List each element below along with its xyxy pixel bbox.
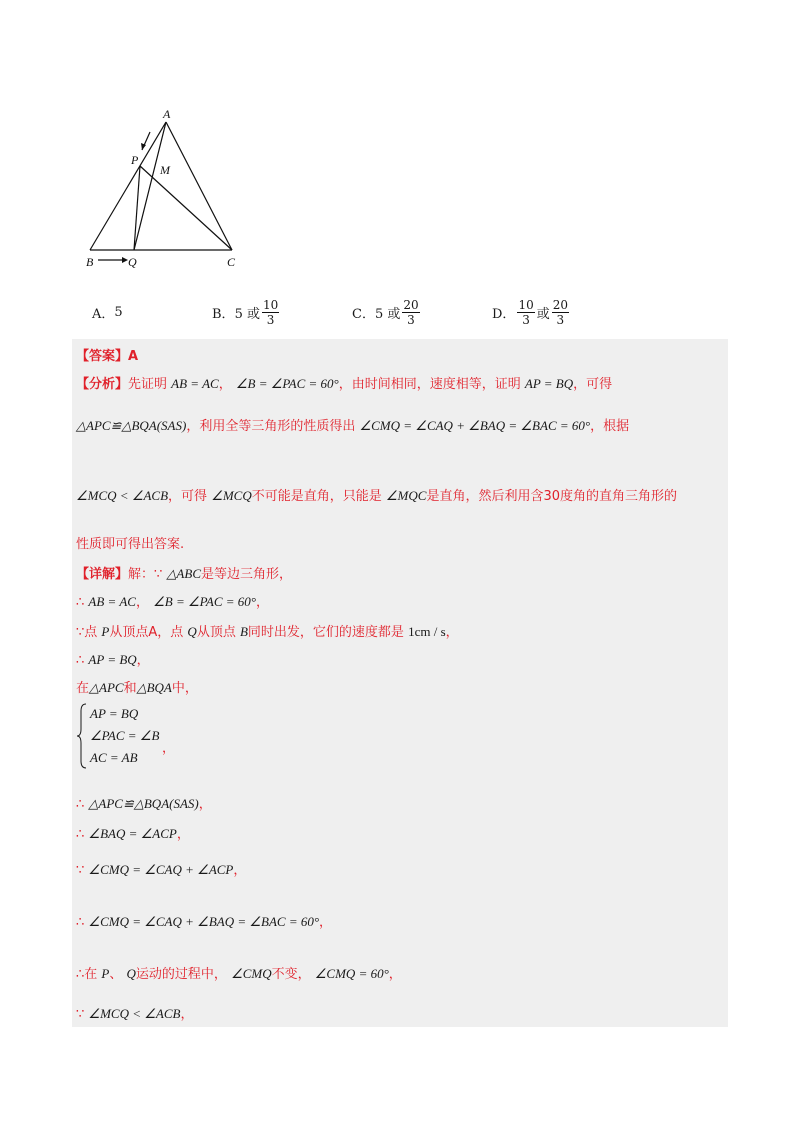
left-brace-icon — [76, 703, 88, 769]
detail-line-6 — [76, 793, 212, 812]
text: ， — [319, 915, 333, 930]
math: ∠BAQ = ∠ACP — [88, 826, 177, 841]
option-d-fraction-1 — [517, 298, 534, 327]
fraction-denominator: 3 — [266, 312, 275, 327]
text: ，根据 — [590, 419, 630, 434]
math: △APC — [89, 680, 124, 695]
option-c-text: 5 或 — [374, 306, 401, 322]
analysis-line-1 — [76, 373, 612, 392]
side-ab — [90, 122, 166, 250]
system-rows — [90, 703, 159, 769]
math: ∠CMQ — [231, 966, 272, 981]
math: Q — [187, 624, 197, 639]
text: ∵点 — [76, 625, 98, 640]
fraction-denominator: 3 — [407, 312, 415, 327]
system-row: ∠PAC = ∠B — [90, 728, 160, 743]
fraction-numerator: 20 — [403, 297, 419, 312]
answer-line — [76, 345, 138, 364]
text: ∴ — [76, 797, 85, 812]
option-a — [92, 294, 123, 330]
solution-panel — [72, 339, 728, 1027]
detail-line-11 — [76, 1003, 193, 1022]
detail-line-5 — [76, 677, 198, 696]
text: ∴ — [76, 915, 85, 930]
fraction-denominator: 3 — [522, 312, 530, 327]
text: 从顶点A，点 — [109, 625, 184, 640]
text: 是直角，然后利用含30度角的直角三角形的 — [426, 489, 677, 504]
equation-system — [76, 703, 276, 769]
detail-line-1 — [76, 563, 292, 582]
text: 在 — [76, 681, 90, 696]
text: ∴ — [76, 595, 85, 610]
text: 运动的过程中， — [135, 967, 227, 982]
math: ∠MCQ < ∠ACB — [88, 1006, 181, 1021]
option-a-text: 5 — [114, 304, 123, 320]
text: ， — [136, 653, 150, 668]
text: ∵ — [76, 1007, 85, 1022]
fraction-numerator: 10 — [262, 297, 279, 312]
option-c-letter: C． — [352, 306, 375, 322]
text: ， — [180, 1007, 194, 1022]
label-p: P — [131, 153, 139, 167]
detail-line-9 — [76, 911, 332, 930]
fraction-numerator: 10 — [518, 297, 534, 312]
text: ，可得 — [168, 489, 208, 504]
text: ∵ — [76, 863, 85, 878]
math: ∠CMQ = ∠CAQ + ∠BAQ = ∠BAC = 60° — [359, 418, 591, 433]
option-b-text: 5 或 — [234, 306, 260, 322]
label-q: Q — [128, 255, 137, 269]
text: 解：∵ — [128, 567, 163, 582]
analysis-line-2 — [76, 415, 629, 434]
math: △APC≌△BQA(SAS) — [76, 418, 187, 433]
text: ， — [388, 967, 402, 982]
text: ∴ — [76, 653, 85, 668]
system-row: AC = AB — [90, 750, 138, 765]
segment-pc — [140, 166, 232, 250]
label-b: B — [86, 255, 94, 269]
math: AB = AC — [171, 376, 219, 391]
answer-options — [0, 294, 800, 334]
label-a: A — [163, 107, 171, 121]
math: AB = AC — [88, 594, 136, 609]
label-m: M — [160, 163, 170, 177]
text: ∴在 — [76, 967, 98, 982]
math: △ABC — [166, 566, 201, 581]
math: AP = BQ — [524, 376, 574, 391]
option-c — [352, 294, 422, 330]
text: 不变， — [271, 967, 311, 982]
system-row: AP = BQ — [90, 706, 139, 721]
detail-line-10 — [76, 963, 402, 982]
text: 和 — [123, 681, 137, 696]
detail-line-8 — [76, 859, 246, 878]
triangle-diagram — [78, 106, 253, 276]
fraction-numerator: 20 — [552, 297, 569, 312]
text: ， — [255, 595, 269, 610]
text: 中， — [171, 681, 198, 696]
math: ∠CMQ = ∠CAQ + ∠ACP — [88, 862, 234, 877]
text: ， — [445, 625, 459, 640]
text: 是等边三角形， — [201, 567, 293, 582]
math: 1cm / s — [408, 624, 446, 639]
math: △APC≌△BQA(SAS) — [88, 796, 199, 811]
option-b-fraction — [262, 298, 279, 327]
text: 不可能是直角，只能是 — [251, 489, 382, 504]
detail-line-2 — [76, 591, 269, 610]
math: ∠B = ∠PAC = 60° — [235, 376, 339, 391]
option-b-letter: B． — [212, 306, 235, 322]
option-d-or: 或 — [536, 306, 550, 322]
option-a-letter: A． — [92, 306, 115, 322]
triangle-figure — [78, 106, 253, 276]
text: ∴ — [76, 827, 85, 842]
text: ， — [218, 377, 232, 392]
detail-line-4 — [76, 649, 150, 668]
option-b — [212, 294, 281, 330]
analysis-line-4: 性质即可得出答案. — [76, 537, 185, 552]
answer-value: A — [128, 349, 139, 364]
system-end: ， — [162, 741, 176, 756]
detail-tag: 【详解】 — [76, 567, 129, 582]
text: ， — [233, 863, 247, 878]
text: 从顶点 — [196, 625, 236, 640]
detail-line-3 — [76, 621, 459, 640]
math: ∠CMQ = 60° — [314, 966, 389, 981]
text: 同时出发，它们的速度都是 — [247, 625, 404, 640]
text: ， — [198, 797, 212, 812]
math: ∠B = ∠PAC = 60° — [153, 594, 256, 609]
math: P — [101, 624, 110, 639]
math: ∠MCQ — [211, 488, 252, 503]
option-c-fraction — [402, 298, 419, 327]
answer-tag: 【答案】 — [76, 349, 129, 364]
option-d — [492, 294, 571, 330]
math: ∠MQC — [385, 488, 427, 503]
math: B — [239, 624, 248, 639]
fraction-denominator: 3 — [556, 312, 565, 327]
text: ，利用全等三角形的性质得出 — [186, 419, 356, 434]
detail-line-7 — [76, 823, 190, 842]
analysis-tag: 【分析】 — [76, 377, 129, 392]
analysis-line-3 — [76, 485, 677, 504]
option-d-letter: D． — [492, 306, 516, 322]
math: △BQA — [136, 680, 172, 695]
text: 先证明 — [128, 377, 168, 392]
math: AP = BQ — [88, 652, 137, 667]
option-d-fraction-2 — [552, 298, 569, 327]
text: ，可得 — [573, 377, 613, 392]
text: 、 — [109, 967, 123, 982]
label-c: C — [227, 255, 236, 269]
math: Q — [126, 966, 136, 981]
text: ， — [176, 827, 190, 842]
side-ac — [166, 122, 232, 250]
math: P — [101, 966, 110, 981]
math: ∠CMQ = ∠CAQ + ∠BAQ = ∠BAC = 60° — [88, 914, 320, 929]
math: ∠MCQ < ∠ACB — [76, 488, 169, 503]
text: ，由时间相同，速度相等，证明 — [338, 377, 521, 392]
text: ， — [135, 595, 149, 610]
